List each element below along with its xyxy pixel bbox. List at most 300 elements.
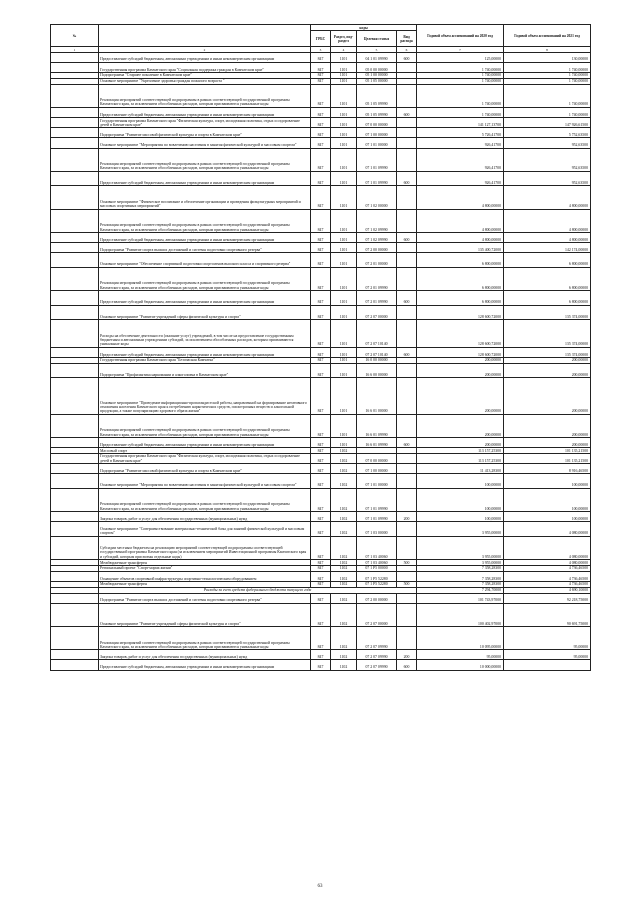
- row-grbs-cell: 847: [311, 232, 331, 242]
- row-num-cell: [51, 650, 99, 660]
- row-vol2021-cell: 95,00000: [504, 650, 591, 660]
- row-vid-cell: 600: [397, 232, 417, 242]
- row-target-cell: 07 2 01 09990: [357, 267, 397, 290]
- row-vol2021-cell: 6 800,00000: [504, 291, 591, 306]
- row-vol2020-cell: 1 740,00000: [417, 78, 504, 84]
- table-row: [51, 488, 591, 511]
- header-grbs: ГРБС: [311, 31, 331, 47]
- row-num-cell: [51, 363, 99, 378]
- row-razdel-cell: 1101: [331, 84, 357, 107]
- row-razdel-cell: 1101: [331, 357, 357, 363]
- row-num-cell: [51, 243, 99, 253]
- row-target-cell: 07 2 07 09990: [357, 650, 397, 660]
- table-body: [51, 52, 591, 670]
- row-razdel-cell: 1101: [331, 291, 357, 306]
- row-target-cell: 07 1 01 09990: [357, 488, 397, 511]
- row-razdel-cell: 1102: [331, 488, 357, 511]
- row-name-cell: Основное мероприятие "Совершенствование материально-технической базы для занятий физической культурой и массовым спортом": [99, 522, 311, 537]
- table-row: [51, 464, 591, 474]
- row-vol2020-cell: 113 157,25300: [417, 448, 504, 454]
- row-target-cell: 16 0 00 00000: [357, 357, 397, 363]
- row-num-cell: [51, 522, 99, 537]
- row-target-cell: 07 1 00 00000: [357, 464, 397, 474]
- row-num-cell: [51, 512, 99, 522]
- row-vol2021-cell: 200,00000: [504, 378, 591, 414]
- row-grbs-cell: 847: [311, 78, 331, 84]
- row-num-cell: [51, 627, 99, 650]
- row-razdel-cell: 1101: [331, 232, 357, 242]
- row-name-cell: Государственная программа Камчатского края "Физическая культура, спорт, молодежная политика, отдых и оздоровление детей в Камчатском крае": [99, 453, 311, 463]
- row-razdel-cell: 1102: [331, 560, 357, 566]
- row-vol2021-cell: 95,00000: [504, 627, 591, 650]
- row-vol2021-cell: 952,63500: [504, 171, 591, 186]
- row-num-cell: [51, 603, 99, 626]
- row-vid-cell: 600: [397, 347, 417, 357]
- row-grbs-cell: 847: [311, 448, 331, 454]
- row-num-cell: [51, 171, 99, 186]
- row-razdel-cell: 1102: [331, 536, 357, 559]
- row-name-cell: Реализация мероприятий соответствующей подпрограммы в рамках соответствующей государственной программы Камчатского края, за исключением обособленных расходов, которым присваиваются уникальные коды: [99, 148, 311, 171]
- row-target-cell: 07 0 00 00000: [357, 453, 397, 463]
- row-razdel-cell: 1102: [331, 474, 357, 489]
- row-name-cell: Подпрограмма "Развитие спорта высших достижений и системы подготовки спортивного резерва": [99, 593, 311, 603]
- row-num-cell: [51, 593, 99, 603]
- row-target-cell: 07 2 01 00000: [357, 253, 397, 268]
- row-razdel-cell: 1101: [331, 414, 357, 437]
- row-vol2020-cell: 6 800,00000: [417, 253, 504, 268]
- row-target-cell: 04 1 01 09990: [357, 52, 397, 62]
- index-cell: 1: [51, 47, 99, 53]
- row-vol2021-cell: 4 736,46500: [504, 571, 591, 581]
- row-vol2021-cell: 952,63500: [504, 138, 591, 148]
- row-name-cell: Реализация мероприятий соответствующей подпрограммы в рамках соответствующей государственной программы Камчатского края, за исключением обособленных расходов, которым присваиваются уникальные коды: [99, 414, 311, 437]
- row-vol2020-cell: 95,00000: [417, 650, 504, 660]
- row-num-cell: [51, 232, 99, 242]
- row-grbs-cell: 847: [311, 305, 331, 320]
- row-num-cell: [51, 84, 99, 107]
- table-row: [51, 52, 591, 62]
- row-vid-cell: [397, 253, 417, 268]
- row-razdel-cell: 1101: [331, 171, 357, 186]
- row-target-cell: 07 2 00 00000: [357, 243, 397, 253]
- row-grbs-cell: 847: [311, 474, 331, 489]
- row-vol2020-cell: 7 358,28300: [417, 565, 504, 571]
- row-vol2020-cell: 100,00000: [417, 488, 504, 511]
- row-razdel-cell: 1101: [331, 347, 357, 357]
- row-target-cell: 05 1 05 09990: [357, 84, 397, 107]
- row-name-cell: Основное мероприятие "Развитие учреждений сферы физической культуры и спорта": [99, 603, 311, 626]
- row-target-cell: 07 1 01 09990: [357, 148, 397, 171]
- row-grbs-cell: 847: [311, 453, 331, 463]
- row-vid-cell: [397, 186, 417, 209]
- row-grbs-cell: 847: [311, 118, 331, 128]
- row-vol2020-cell: 1 740,00000: [417, 62, 504, 72]
- row-grbs-cell: 847: [311, 522, 331, 537]
- row-razdel-cell: 1101: [331, 138, 357, 148]
- row-name-cell: Предоставление субсидий бюджетным, автономным учреждениям и иным некоммерческим организациям: [99, 232, 311, 242]
- row-vid-cell: [397, 209, 417, 232]
- table-row: [51, 107, 591, 117]
- table-row: [51, 536, 591, 559]
- row-num-cell: [51, 488, 99, 511]
- row-num-cell: [51, 253, 99, 268]
- row-vol2020-cell: 6 800,00000: [417, 267, 504, 290]
- row-num-cell: [51, 453, 99, 463]
- row-num-cell: [51, 536, 99, 559]
- row-vol2020-cell: 4 800,00000: [417, 232, 504, 242]
- row-vol2020-cell: 125,00000: [417, 52, 504, 62]
- row-grbs-cell: 847: [311, 660, 331, 670]
- row-target-cell: 07 2 07 09990: [357, 627, 397, 650]
- row-grbs-cell: 847: [311, 347, 331, 357]
- row-razdel-cell: 1101: [331, 305, 357, 320]
- row-grbs-cell: 847: [311, 243, 331, 253]
- table-row: [51, 232, 591, 242]
- row-vid-cell: 600: [397, 660, 417, 670]
- table-row: [51, 267, 591, 290]
- row-target-cell: 07 1 P5 52280: [357, 581, 397, 587]
- row-target-cell: 07 1 02 09990: [357, 209, 397, 232]
- row-vol2021-cell: 90 691,75000: [504, 603, 591, 626]
- table-row: [51, 512, 591, 522]
- row-vol2021-cell: 4 736,46500: [504, 581, 591, 587]
- row-target-cell: 07 1 00 00000: [357, 128, 397, 138]
- row-vol2020-cell: 3 955,00000: [417, 522, 504, 537]
- table-row: [51, 347, 591, 357]
- row-target-cell: 07 2 01 09990: [357, 291, 397, 306]
- row-name-cell: Государственная программа Камчатского края "Физическая культура, спорт, молодежная политика, отдых и оздоровление детей в Камчатском крае": [99, 118, 311, 128]
- row-grbs-cell: 847: [311, 186, 331, 209]
- row-num-cell: [51, 320, 99, 348]
- index-cell: 7: [417, 47, 504, 53]
- row-grbs-cell: 847: [311, 148, 331, 171]
- row-vid-cell: [397, 320, 417, 348]
- row-name-cell: Массовый спорт: [99, 448, 311, 454]
- row-razdel-cell: 1102: [331, 660, 357, 670]
- row-grbs-cell: 847: [311, 171, 331, 186]
- row-name-cell: Реализация мероприятий соответствующей подпрограммы в рамках соответствующей государственной программы Камчатского края, за исключением обособленных расходов, которым присваиваются уникальные коды: [99, 488, 311, 511]
- row-grbs-cell: 847: [311, 488, 331, 511]
- row-razdel-cell: 1102: [331, 650, 357, 660]
- row-vid-cell: [397, 464, 417, 474]
- row-vol2020-cell: 926,41700: [417, 148, 504, 171]
- header-vid: Вид расхода: [397, 31, 417, 47]
- row-vol2020-cell: 113 157,25300: [417, 453, 504, 463]
- row-vid-cell: [397, 128, 417, 138]
- row-grbs-cell: 847: [311, 565, 331, 571]
- row-name-cell: Предоставление субсидий бюджетным, автономным учреждениям и иным некоммерческим организациям: [99, 347, 311, 357]
- table-row: [51, 414, 591, 437]
- row-vol2020-cell: 128 600,72000: [417, 305, 504, 320]
- row-razdel-cell: 1101: [331, 72, 357, 78]
- row-vol2021-cell: 101 135,21500: [504, 453, 591, 463]
- table-row: [51, 378, 591, 414]
- row-grbs-cell: 847: [311, 378, 331, 414]
- row-vid-cell: 600: [397, 437, 417, 447]
- row-target-cell: 05 0 00 00000: [357, 62, 397, 72]
- row-vol2021-cell: 100,00000: [504, 474, 591, 489]
- row-name-cell: Реализация мероприятий соответствующей подпрограммы в рамках соответствующей государственной программы Камчатского края, за исключением обособленных расходов, которым присваиваются уникальные коды: [99, 267, 311, 290]
- header-codes: коды: [311, 25, 417, 31]
- row-razdel-cell: 1101: [331, 320, 357, 348]
- row-vid-cell: [397, 378, 417, 414]
- row-num-cell: [51, 118, 99, 128]
- row-razdel-cell: 1102: [331, 448, 357, 454]
- row-name-cell: Закупка товаров, работ и услуг для обеспечения государственных (муниципальных) нужд: [99, 512, 311, 522]
- table-row: [51, 660, 591, 670]
- row-name-cell: Подпрограмма "Развитие спорта высших достижений и системы подготовки спортивного резерва": [99, 243, 311, 253]
- header-target: Целевая статья: [357, 31, 397, 47]
- table-row: [51, 253, 591, 268]
- row-vid-cell: 600: [397, 291, 417, 306]
- row-vid-cell: [397, 363, 417, 378]
- row-vol2021-cell: 101 135,21500: [504, 448, 591, 454]
- row-grbs-cell: 847: [311, 267, 331, 290]
- row-num-cell: [51, 437, 99, 447]
- row-name-cell: Государственная программа Камчатского края "Социальная поддержка граждан в Камчатском крае": [99, 62, 311, 72]
- row-vid-cell: [397, 414, 417, 437]
- row-vid-cell: [397, 571, 417, 581]
- row-razdel-cell: 1101: [331, 186, 357, 209]
- row-target-cell: 07 1 P5 52280: [357, 571, 397, 581]
- row-name-cell: Основное мероприятие "Обеспечение спортивной подготовки спортсменов высокого класса и спортивного резерва": [99, 253, 311, 268]
- row-vol2020-cell: 200,00000: [417, 414, 504, 437]
- row-vid-cell: [397, 593, 417, 603]
- row-grbs-cell: 847: [311, 128, 331, 138]
- row-razdel-cell: 1102: [331, 603, 357, 626]
- document-page: [50, 24, 590, 671]
- row-razdel-cell: 1101: [331, 363, 357, 378]
- row-name-cell: Основное мероприятие "Развитие учреждений сферы физической культуры и спорта": [99, 305, 311, 320]
- row-vol2021-cell: 4 080,00000: [504, 560, 591, 566]
- header-vol2021: Годовой объем ассигнований на 2021 год: [504, 25, 591, 47]
- row-target-cell: 16 6 01 00000: [357, 378, 397, 414]
- row-num-cell: [51, 291, 99, 306]
- row-grbs-cell: 847: [311, 291, 331, 306]
- row-vid-cell: [397, 522, 417, 537]
- row-target-cell: 07 2 07 10140: [357, 347, 397, 357]
- row-razdel-cell: 1101: [331, 148, 357, 171]
- table-row: [51, 320, 591, 348]
- row-name-cell: Региональный проект "Спорт-норма жизни": [99, 565, 311, 571]
- row-target-cell: 07 1 02 09990: [357, 232, 397, 242]
- row-vol2021-cell: 1 740,00000: [504, 62, 591, 72]
- table-row: [51, 593, 591, 603]
- header-vol2020: Годовой объем ассигнований на 2020 год: [417, 25, 504, 47]
- row-vid-cell: [397, 84, 417, 107]
- row-vol2020-cell: 926,41700: [417, 138, 504, 148]
- row-name-cell: Реализация мероприятий соответствующей подпрограммы в рамках соответствующей государственной программы Камчатского края, за исключением обособленных расходов, которым присваиваются уникальные коды: [99, 627, 311, 650]
- index-cell: 5: [357, 47, 397, 53]
- row-vol2021-cell: [504, 660, 591, 670]
- row-razdel-cell: 1101: [331, 243, 357, 253]
- row-vol2020-cell: 128 600,72000: [417, 320, 504, 348]
- table-row: [51, 603, 591, 626]
- row-vol2020-cell: 100 402,97000: [417, 603, 504, 626]
- row-target-cell: 16 6 00 00000: [357, 363, 397, 378]
- row-name-cell: Предоставление субсидий бюджетным, автономным учреждениям и иным некоммерческим организациям: [99, 660, 311, 670]
- row-razdel-cell: 1101: [331, 253, 357, 268]
- row-razdel-cell: 1101: [331, 267, 357, 290]
- row-vol2021-cell: 200,00000: [504, 363, 591, 378]
- table-row: [51, 363, 591, 378]
- row-vol2020-cell: 3 955,00000: [417, 536, 504, 559]
- row-target-cell: 07 1 01 09990: [357, 171, 397, 186]
- row-grbs-cell: 847: [311, 536, 331, 559]
- row-grbs-cell: 847: [311, 320, 331, 348]
- row-name-cell: Подпрограмма "Профилактика наркомании и алкоголизма в Камчатском крае": [99, 363, 311, 378]
- row-target-cell: 16 6 01 09990: [357, 414, 397, 437]
- row-razdel-cell: 1102: [331, 464, 357, 474]
- row-num-cell: [51, 128, 99, 138]
- row-num-cell: [51, 464, 99, 474]
- row-vol2021-cell: 4 800,00000: [504, 232, 591, 242]
- row-name-cell: Субсидии местным бюджетам на реализацию мероприятий соответствующей подпрограммы соответствующей государственной программы Камчатского края (за исключением мероприятий Инвестиционной программы Камчатского края и субсидий, которым присвоены отдельные коды): [99, 536, 311, 559]
- row-razdel-cell: 1102: [331, 571, 357, 581]
- header-name: [99, 25, 311, 47]
- index-cell: 8: [504, 47, 591, 53]
- row-grbs-cell: 847: [311, 650, 331, 660]
- row-vid-cell: [397, 488, 417, 511]
- row-vol2020-cell: 1 740,00000: [417, 84, 504, 107]
- row-grbs-cell: 847: [311, 62, 331, 72]
- row-vol2020-cell: 141 127,13700: [417, 118, 504, 128]
- row-vid-cell: 500: [397, 581, 417, 587]
- table-row: [51, 128, 591, 138]
- row-name-cell: Основное мероприятие "Мероприятия по вовлечению населения в занятия физической культурой и массовым спортом": [99, 138, 311, 148]
- table-row: [51, 84, 591, 107]
- row-num-cell: [51, 186, 99, 209]
- table-row: [51, 209, 591, 232]
- row-vid-cell: [397, 243, 417, 253]
- row-num-cell: [51, 378, 99, 414]
- row-vol2020-cell: 1 740,00000: [417, 107, 504, 117]
- table-row: [51, 138, 591, 148]
- row-vol2021-cell: 952,63500: [504, 148, 591, 171]
- row-name-cell: Оснащение объектов спортивной инфраструктуры спортивно-технологическим оборудованием: [99, 571, 311, 581]
- row-num-cell: [51, 414, 99, 437]
- header-razdel: Раздел, под-раздел: [331, 31, 357, 47]
- row-vid-cell: [397, 474, 417, 489]
- index-cell: 3: [311, 47, 331, 53]
- row-name-cell: Основное мероприятие "Проведение информационно-пропагандистской работы, направленной на формирование негативного отношения населения Камчатского края к потреблению наркотических средств, психотропных веществ и алкогольной продукции, а также популяризацию здорового образа жизни": [99, 378, 311, 414]
- row-vol2020-cell: 3 955,00000: [417, 560, 504, 566]
- row-grbs-cell: 847: [311, 253, 331, 268]
- row-num-cell: [51, 571, 99, 581]
- row-num-cell: [51, 209, 99, 232]
- row-razdel-cell: 1101: [331, 437, 357, 447]
- row-vol2020-cell: 4 800,00000: [417, 186, 504, 209]
- row-vid-cell: 200: [397, 650, 417, 660]
- row-grbs-cell: 847: [311, 560, 331, 566]
- row-vol2021-cell: 135 374,00000: [504, 305, 591, 320]
- page-number: 63: [317, 884, 323, 889]
- table-row: [51, 474, 591, 489]
- row-grbs-cell: 847: [311, 571, 331, 581]
- table-row: [51, 650, 591, 660]
- row-vol2021-cell: 6 800,00000: [504, 267, 591, 290]
- row-vid-cell: [397, 305, 417, 320]
- row-num-cell: [51, 148, 99, 171]
- row-num-cell: [51, 474, 99, 489]
- row-grbs-cell: 847: [311, 72, 331, 78]
- row-vol2020-cell: 7 358,28300: [417, 581, 504, 587]
- index-cell: 2: [99, 47, 311, 53]
- row-vol2021-cell: 1 740,00000: [504, 107, 591, 117]
- row-name-cell: Подпрограмма "Развитие массовой физической культуры и спорта в Камчатском крае": [99, 464, 311, 474]
- row-vid-cell: [397, 536, 417, 559]
- row-name-cell: Предоставление субсидий бюджетным, автономным учреждениям и иным некоммерческим организациям: [99, 107, 311, 117]
- row-razdel-cell: 1102: [331, 522, 357, 537]
- row-vid-cell: [397, 62, 417, 72]
- row-razdel-cell: 1101: [331, 62, 357, 72]
- row-grbs-cell: 847: [311, 581, 331, 587]
- budget-table: [50, 24, 591, 671]
- table-row: [51, 291, 591, 306]
- row-grbs-cell: 847: [311, 603, 331, 626]
- row-target-cell: 07 1 03 40060: [357, 536, 397, 559]
- table-row: [51, 62, 591, 72]
- row-target-cell: 07 2 07 00000: [357, 603, 397, 626]
- row-vid-cell: [397, 627, 417, 650]
- row-name-cell: Реализация мероприятий соответствующей подпрограммы в рамках соответствующей государственной программы Камчатского края, за исключением обособленных расходов, которым присваиваются уникальные коды: [99, 209, 311, 232]
- row-vid-cell: 600: [397, 171, 417, 186]
- row-vid-cell: 500: [397, 560, 417, 566]
- row-razdel-cell: 1101: [331, 128, 357, 138]
- row-name-cell: Межбюджетные трансферты: [99, 560, 311, 566]
- row-vol2021-cell: 1 740,00000: [504, 78, 591, 84]
- row-target-cell: 07 2 07 00000: [357, 305, 397, 320]
- table-row: [51, 437, 591, 447]
- row-vol2021-cell: 147 926,61500: [504, 118, 591, 128]
- row-vol2021-cell: 100,00000: [504, 512, 591, 522]
- row-num-cell: [51, 267, 99, 290]
- row-razdel-cell: 1101: [331, 209, 357, 232]
- row-vol2021-cell: 142 174,00000: [504, 243, 591, 253]
- row-name-cell: Расходы на обеспечение деятельности (оказание услуг) учреждений, в том числе на предоставление государственным бюджетным и автономным учреждениям субсидий, за исключением обособленных расходов, которым присваиваются уникальные коды: [99, 320, 311, 348]
- row-target-cell: 07 1 01 09990: [357, 512, 397, 522]
- table-row: [51, 522, 591, 537]
- row-vid-cell: [397, 603, 417, 626]
- row-vol2021-cell: 8 916,46500: [504, 464, 591, 474]
- row-target-cell: 07 0 00 00000: [357, 118, 397, 128]
- row-target-cell: 07 1 01 00000: [357, 474, 397, 489]
- row-vol2020-cell: 4 800,00000: [417, 209, 504, 232]
- row-num-cell: [51, 62, 99, 72]
- row-target-cell: 05 1 00 00000: [357, 72, 397, 78]
- row-grbs-cell: 847: [311, 414, 331, 437]
- row-name-cell: Предоставление субсидий бюджетным, автономным учреждениям и иным некоммерческим организациям: [99, 171, 311, 186]
- row-vol2020-cell: 11 413,28300: [417, 464, 504, 474]
- row-vol2021-cell: 4 800,00000: [504, 186, 591, 209]
- row-vol2020-cell: 6 800,00000: [417, 291, 504, 306]
- row-num-cell: [51, 347, 99, 357]
- row-target-cell: 07 2 07 09990: [357, 660, 397, 670]
- row-name-cell: Основное мероприятие "Мероприятия по вовлечению населения в занятия физической культурой и массовым спортом": [99, 474, 311, 489]
- row-name-cell: Предоставление субсидий бюджетным, автономным учреждениям и иным некоммерческим организациям: [99, 52, 311, 62]
- row-target-cell: 07 1 P5 00000: [357, 565, 397, 571]
- row-num-cell: [51, 107, 99, 117]
- row-num-cell: [51, 305, 99, 320]
- row-note-cell: Расходы за счет средств федерального бюджета текущего года: [99, 587, 417, 593]
- row-vol2020-cell: 1 740,00000: [417, 72, 504, 78]
- row-razdel-cell: 1102: [331, 453, 357, 463]
- row-grbs-cell: 847: [311, 593, 331, 603]
- table-row: [51, 243, 591, 253]
- table-row: [51, 571, 591, 581]
- row-vid-cell: [397, 138, 417, 148]
- row-target-cell: 07 1 03 40060: [357, 560, 397, 566]
